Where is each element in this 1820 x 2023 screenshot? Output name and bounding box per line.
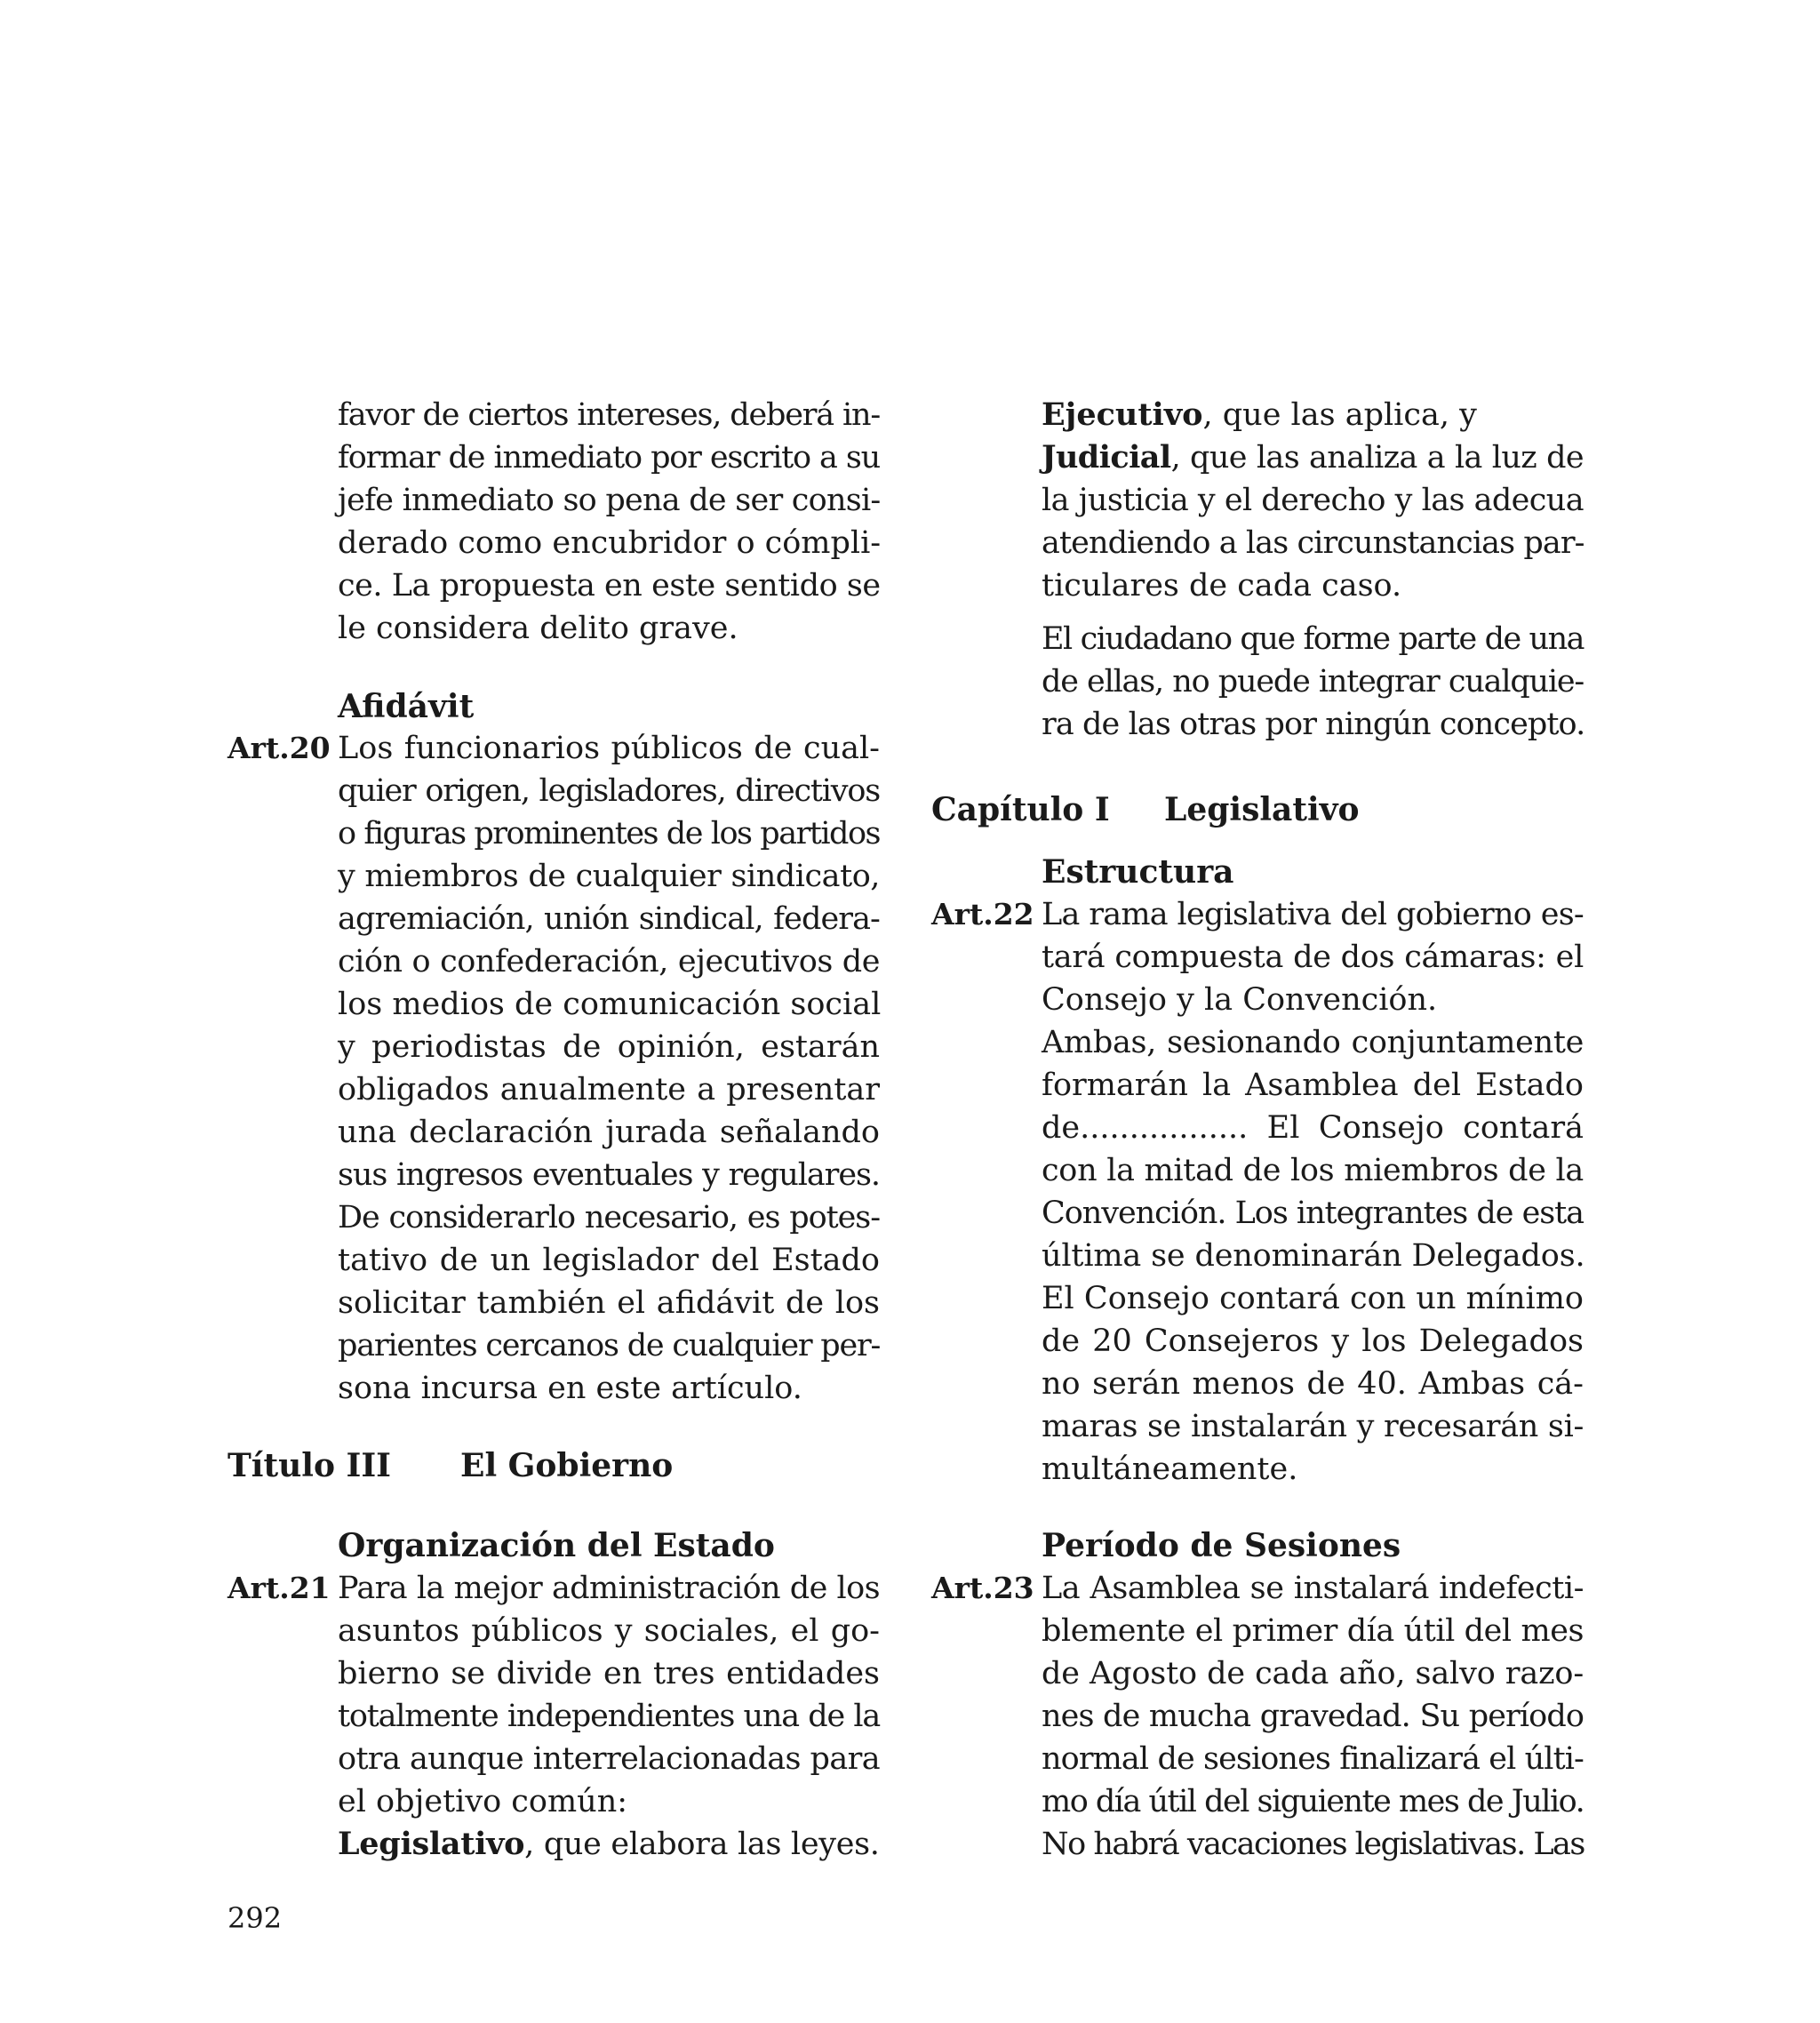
body-line: El Consejo contará con un mínimo: [1042, 1281, 1584, 1316]
body-line: de................. El Consejo contará: [1042, 1110, 1584, 1146]
body-line: el objetivo común:: [338, 1784, 628, 1819]
article-heading: Afidávit: [338, 688, 475, 725]
body-line: maras se instalarán y recesarán si-: [1042, 1409, 1584, 1444]
body-line: multáneamente.: [1042, 1451, 1298, 1487]
body-line: [338, 1823, 880, 1866]
page-number: 292: [228, 1901, 283, 1935]
body-line: solicitar también el afidávit de los: [338, 1285, 880, 1321]
body-line: la justicia y el derecho y las adecua: [1042, 483, 1584, 518]
body-line: formar de inmediato por escrito a su: [338, 440, 880, 476]
body-line: o figuras prominentes de los partidos: [338, 816, 880, 852]
body-line: tativo de un legislador del Estado: [338, 1243, 880, 1278]
body-line: y miembros de cualquier sindicato,: [338, 859, 880, 894]
body-line: No habrá vacaciones legislativas. Las: [1042, 1827, 1585, 1862]
body-line: última se denominarán Delegados.: [1042, 1238, 1585, 1274]
article-number: Art.21: [228, 1571, 331, 1605]
body-line: sona incursa en este artículo.: [338, 1371, 802, 1406]
body-line: blemente el primer día útil del mes: [1042, 1613, 1584, 1649]
body-line: de Agosto de cada año, salvo razo-: [1042, 1656, 1584, 1691]
body-line: nes de mucha gravedad. Su período: [1042, 1699, 1584, 1734]
body-line: [1042, 436, 1584, 479]
body-line: Los funcionarios públicos de cual-: [338, 731, 880, 766]
title-label: Título III: [228, 1447, 392, 1484]
body-line: con la mitad de los miembros de la: [1042, 1153, 1584, 1188]
body-line: parientes cercanos de cualquier per-: [338, 1328, 881, 1363]
body-line: de ellas, no puede integrar cualquie-: [1042, 664, 1584, 700]
body-line: asuntos públicos y sociales, el go-: [338, 1613, 880, 1649]
branch-description: , que las analiza a la luz de: [1170, 440, 1584, 476]
branch-name: Legislativo: [338, 1826, 525, 1862]
branch-description: , que elabora las leyes.: [524, 1827, 880, 1862]
body-line: agremiación, unión sindical, federa-: [338, 901, 880, 937]
article-heading: Estructura: [1042, 853, 1234, 891]
body-line: El ciudadano que forme parte de una: [1042, 621, 1584, 657]
body-line: una declaración jurada señalando: [338, 1115, 880, 1150]
body-line: quier origen, legisladores, directivos: [338, 773, 880, 809]
body-line: le considera delito grave.: [338, 611, 738, 646]
title-name: El Gobierno: [460, 1447, 674, 1484]
body-line: ticulares de cada caso.: [1042, 568, 1402, 604]
body-line: Convención. Los integrantes de esta: [1042, 1195, 1584, 1231]
body-line: ra de las otras por ningún concepto.: [1042, 707, 1585, 742]
body-line: Ambas, sesionando conjuntamente: [1042, 1025, 1584, 1060]
body-line: favor de ciertos intereses, deberá in-: [338, 397, 880, 433]
body-line: formarán la Asamblea del Estado: [1042, 1067, 1584, 1103]
branch-name: Judicial: [1042, 439, 1171, 476]
body-line: mo día útil del siguiente mes de Julio.: [1042, 1784, 1585, 1819]
body-line: de 20 Consejeros y los Delegados: [1042, 1323, 1584, 1359]
article-heading: Organización del Estado: [338, 1527, 775, 1564]
body-line: atendiendo a las circunstancias par-: [1042, 525, 1585, 561]
body-line: ción o confederación, ejecutivos de: [338, 944, 880, 980]
body-line: [1042, 394, 1584, 436]
article-heading: Período de Sesiones: [1042, 1527, 1401, 1564]
chapter-label: Capítulo I: [931, 791, 1110, 828]
body-line: no serán menos de 40. Ambas cá-: [1042, 1366, 1584, 1402]
body-line: derado como encubridor o cómpli-: [338, 525, 882, 561]
body-line: otra aunque interrelacionadas para: [338, 1741, 880, 1777]
body-line: jefe inmediato so pena de ser consi-: [338, 483, 881, 518]
body-line: bierno se divide en tres entidades: [338, 1656, 880, 1691]
body-line: La rama legislativa del gobierno es-: [1042, 897, 1584, 932]
body-line: ce. La propuesta en este sentido se: [338, 568, 881, 604]
body-line: y periodistas de opinión, estarán: [338, 1029, 880, 1065]
body-line: totalmente independientes una de la: [338, 1699, 880, 1734]
article-number: Art.22: [931, 897, 1034, 932]
body-line: obligados anualmente a presentar: [338, 1072, 880, 1107]
body-line: La Asamblea se instalará indefecti-: [1042, 1571, 1584, 1606]
body-line: sus ingresos eventuales y regulares.: [338, 1157, 880, 1193]
article-number: Art.20: [228, 731, 331, 765]
body-line: De considerarlo necesario, es potes-: [338, 1200, 880, 1235]
body-line: Para la mejor administración de los: [338, 1571, 880, 1606]
chapter-name: Legislativo: [1164, 791, 1360, 828]
body-line: tará compuesta de dos cámaras: el: [1042, 940, 1584, 975]
article-number: Art.23: [931, 1571, 1034, 1605]
branch-name: Ejecutivo: [1042, 396, 1203, 433]
body-line: normal de sesiones finalizará el últi-: [1042, 1741, 1584, 1777]
body-line: Consejo y la Convención.: [1042, 982, 1438, 1018]
body-line: los medios de comunicación social: [338, 987, 882, 1022]
branch-description: , que las aplica, y: [1202, 397, 1477, 433]
